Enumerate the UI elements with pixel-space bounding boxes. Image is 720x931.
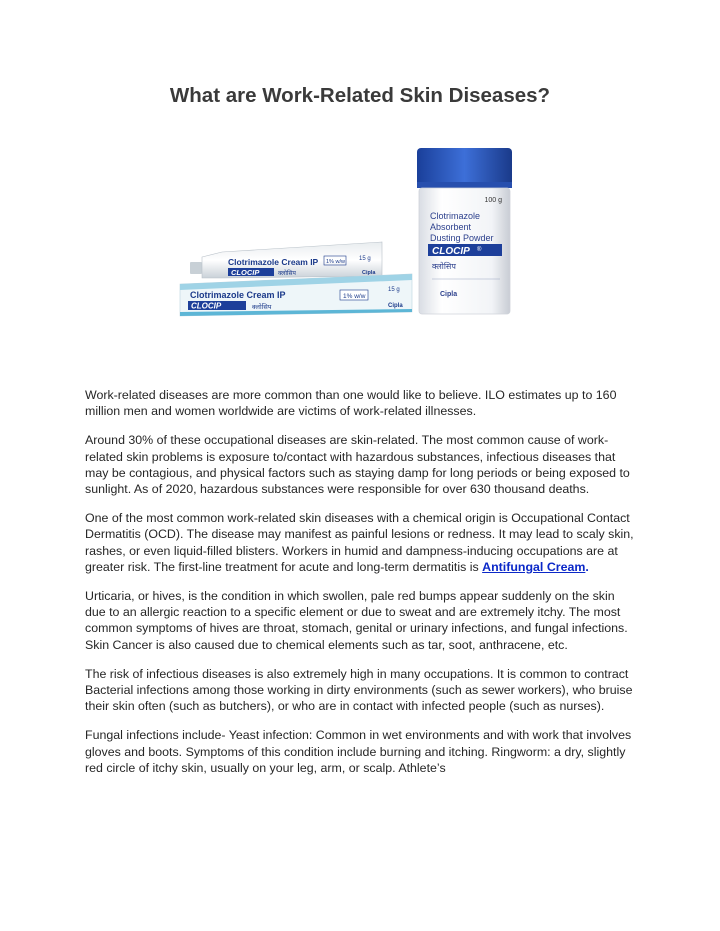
page-title: What are Work-Related Skin Diseases? (169, 84, 551, 107)
box-brand: CLOCIP (191, 301, 222, 311)
powder-line1: Clotrimazole (430, 211, 481, 221)
box-hindi: क्लोसिप (252, 303, 272, 311)
box-weight: 15 g (388, 287, 400, 293)
powder-bottle (417, 148, 512, 314)
powder-weight: 100 g (484, 197, 502, 204)
article-body (85, 387, 637, 789)
tube-brand: CLOCIP (231, 268, 260, 277)
powder-line2: Absorbent (430, 222, 472, 232)
tube-strength: 1% w/w (326, 259, 345, 265)
powder-brand: CLOCIP (432, 246, 470, 257)
box-name: Clotrimazole Cream IP (190, 290, 286, 300)
cream-tube (190, 242, 382, 278)
powder-mark: ® (477, 247, 482, 253)
paragraph-6: Fungal infections include- Yeast infection: Common in wet environments and with work that involves gloves and boots. Symptoms of this condition include burning and itching. Ringworm: a dry, slightly red circle of itchy skin, usually on your leg, arm, or scalp. Athlete’s (85, 728, 632, 775)
paragraph-3 (85, 510, 637, 575)
antifungal-cream-link[interactable]: Antifungal Cream (482, 559, 586, 574)
paragraph-3-end: . (585, 559, 589, 574)
box-maker: Cipla (388, 303, 403, 309)
tube-hindi: क्लोसिप (278, 270, 296, 277)
paragraph-3-text: One of the most common work-related skin diseases with a chemical origin is Occupational Contact Dermatitis (OCD). The disease may manifest as painful lesions or redness. It may lead to scaly skin, rashes, or even liquid-filled blisters. Workers in humid and dampness-inducing occupations are at greater risk. The first-line treatment for acute and long-term dermatitis is (85, 511, 634, 574)
paragraph-4: Urticaria, or hives, is the condition in which swollen, pale red bumps appear suddenly on the skin due to an allergic reaction to a specific element or due to sweat and are extremely itchy. The most common symptoms of hives are throat, stomach, genital or urinary infections, and fungal infections. Skin Cancer is also caused due to chemical elements such as tar, soot, anthracene, etc. (85, 589, 628, 652)
paragraph-5: The risk of infectious diseases is also extremely high in many occupations. It is common to contract Bacterial infections among those working in dirty environments (such as sewer workers), who bruise their skin often (such as butchers), or who are in contact with infected people (such as nurses). (85, 666, 633, 714)
box-strength: 1% w/w (343, 293, 366, 300)
paragraph-2: Around 30% of these occupational diseases are skin-related. The most common cause of work-related skin problems is exposure to/contact with hazardous substances, infectious diseases that may be contagious, and physical factors such as staying damp for long periods or being exposed to sunlight. As of 2020, hazardous substances were responsible for over 630 thousand deaths. (85, 433, 630, 497)
powder-maker: Cipla (440, 291, 458, 298)
cream-box (180, 274, 412, 316)
powder-line3: Dusting Powder (430, 233, 494, 243)
tube-maker: Cipla (362, 270, 376, 276)
product-image (176, 144, 536, 319)
tube-weight: 15 g (359, 256, 371, 262)
tube-name: Clotrimazole Cream IP (228, 257, 319, 267)
powder-hindi: क्लोसिप (432, 262, 456, 271)
paragraph-1: Work-related diseases are more common than one would like to believe. ILO estimates up to 160 million men and women worldwide are victims of work-related illnesses. (85, 388, 617, 419)
